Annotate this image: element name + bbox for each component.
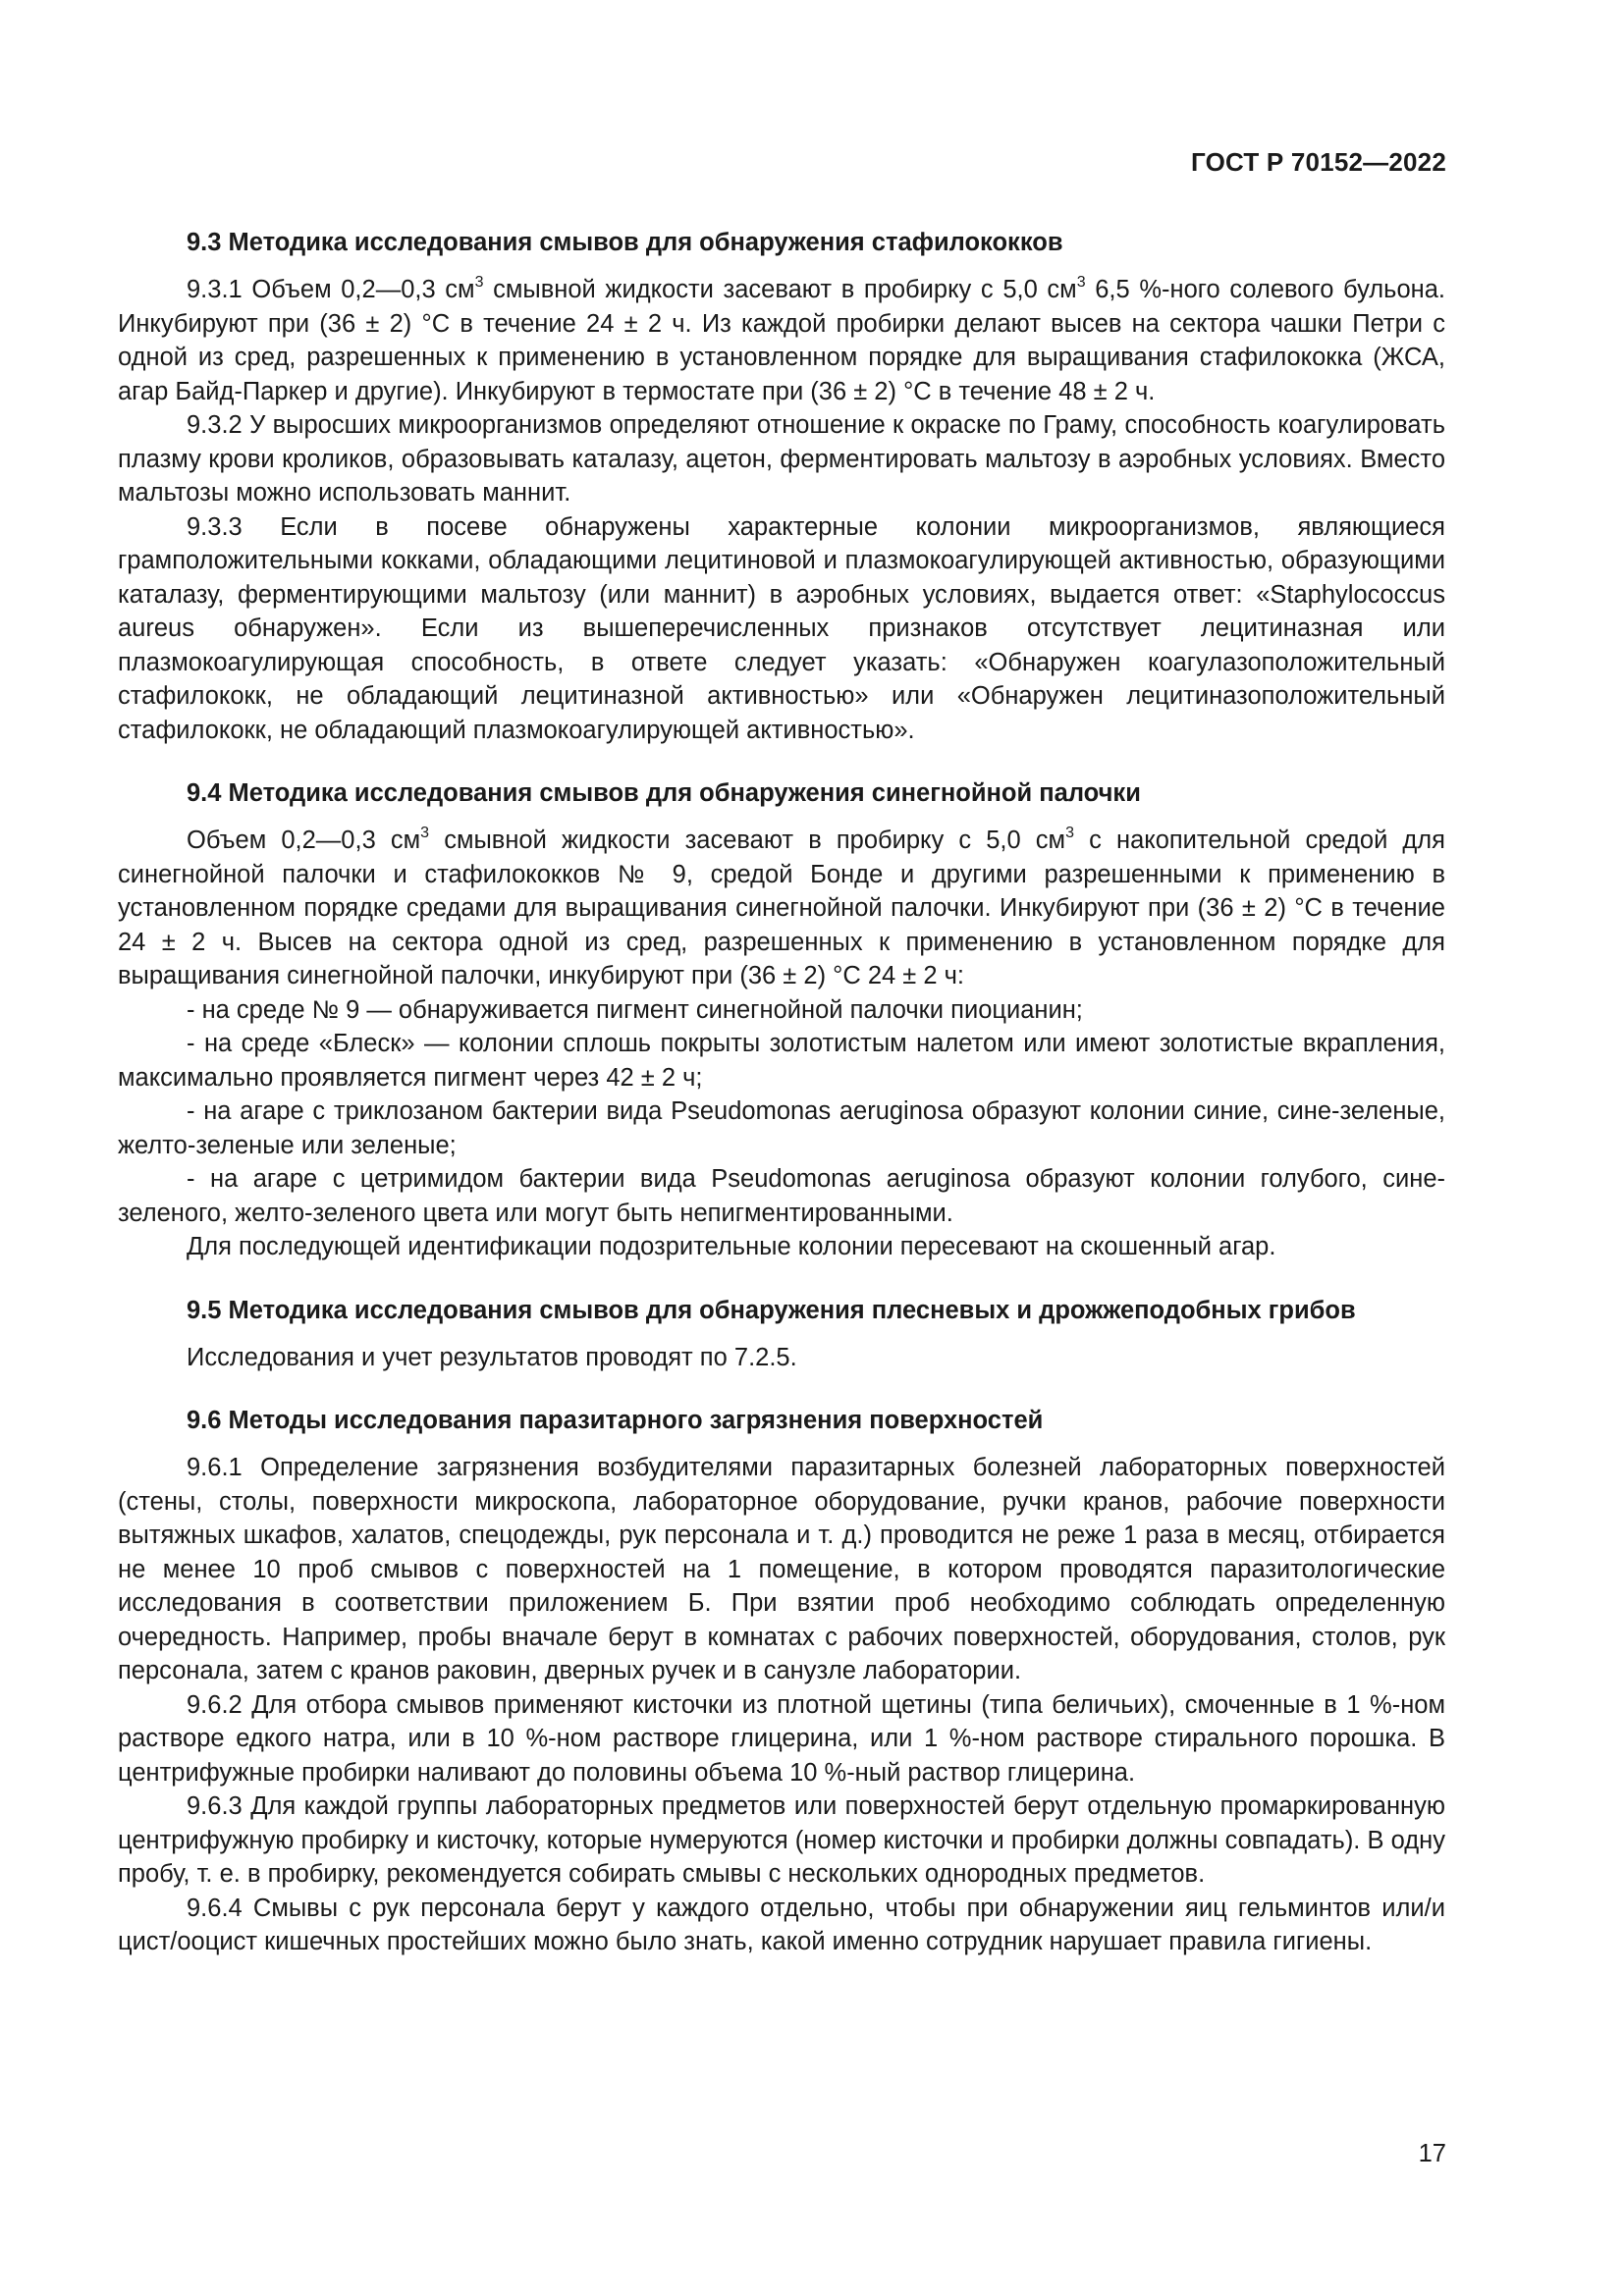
text-run: Объем 0,2—0,3 см (187, 827, 421, 854)
text-run: смывной жидкости засевают в пробирку с 5,0 см (483, 276, 1077, 303)
section-heading-9-4: 9.4 Методика исследования смывов для обнаружения синегнойной палочки (187, 779, 1141, 807)
superscript: 3 (1065, 825, 1074, 841)
list-item-medium-9: - на среде № 9 — обнаруживается пигмент синегнойной палочки пиоцианин; (187, 995, 1083, 1024)
paragraph-9-6-1: 9.6.1 Определение загрязнения возбудителями паразитарных болезней лабораторных поверхностей (стены, столы, поверхности микроскопа, лабораторное оборудование, ручки кранов, рабочие поверхности вытяжных шкафов, халатов, спецодежды, рук персонала и т. д.) проводится не реже 1 раза в месяц, отбирается не менее 10 проб смывов с поверхностей на 1 помещение, в котором проводятся паразитологические исследования в соответствии приложением Б. При взятии проб необходимо соблюдать определенную очередность. Например, пробы вначале берут в комнатах с рабочих поверхностей, оборудования, столов, рук персонала, затем с кранов раковин, дверных ручек и в санузле лаборатории. (118, 1454, 1445, 1684)
section-heading-9-6: 9.6 Методы исследования паразитарного загрязнения поверхностей (187, 1407, 1044, 1434)
section-heading-9-3: 9.3 Методика исследования смывов для обнаружения стафилококков (187, 229, 1063, 256)
paragraph-9-4-2: Для последующей идентификации подозрительные колонии пересевают на скошенный агар. (187, 1233, 1276, 1260)
paragraph-9-3-3: 9.3.3 Если в посеве обнаружены характерные колонии микроорганизмов, являющиеся грамположительными кокками, обладающими лецитиновой и плазмокоагулирующей активностью, образующими каталазу, ферментирующими мальтозу (или маннит) в аэробных условиях, выдается ответ: «Staphylococcus aureus обнаружен». Если из вышеперечисленных признаков отсутствует лецитиназная или плазмокоагулирующая способность, в ответе следует указать: «Обнаружен коагулазоположительный стафилококк, не обладающий лецитиназной активностью» или «Обнаружен лецитиназоположительный стафилококк, не обладающий плазмокоагулирующей активностью». (118, 512, 1445, 744)
page-number: 17 (1418, 2140, 1446, 2167)
text-run: с накопительной средой для синегнойной палочки и стафилококков № 9, средой Бонде и другими разрешенными к применению в установленном порядке средами для выращивания синегнойной палочки. Инкубируют при (36 ± 2) °С в течение 24 ± 2 ч. Высев на сектора одной из сред, разрешенных к применению в установленном порядке для выращивания синегнойной палочки, инкубируют при (36 ± 2) °С 24 ± 2 ч: (118, 827, 1445, 989)
paragraph-9-6-4: 9.6.4 Смывы с рук персонала берут у каждого отдельно, чтобы при обнаружении яиц гельминтов или/и цист/ооцист кишечных простейших можно было знать, какой именно сотрудник нарушает правила гигиены. (118, 1894, 1445, 1955)
paragraph-9-5-1: Исследования и учет результатов проводят по 7.2.5. (187, 1343, 797, 1371)
standard-number-header: ГОСТ Р 70152—2022 (1191, 147, 1446, 177)
paragraph-9-3-1 (118, 273, 1445, 408)
list-item-triclosan-agar: - на агаре с триклозаном бактерии вида Pseudomonas aeruginosa образуют колонии синие, сине-зеленые, желто-зеленые или зеленые; (118, 1097, 1445, 1159)
paragraph-9-4-1 (118, 824, 1445, 993)
text-run: 6,5 %-ного солевого бульона. Инкубируют при (36 ± 2) °С в течение 24 ± 2 ч. Из каждой пробирки делают высев на сектора чашки Петри с одной из сред, разрешенных к применению в установленном порядке для выращивания стафилококка (ЖСА, агар Байд-Паркер и другие). Инкубируют в термостате при (36 ± 2) °С в течение 48 ± 2 ч. (118, 276, 1445, 405)
paragraph-9-6-2: 9.6.2 Для отбора смывов применяют кисточки из плотной щетины (типа беличьих), смоченные в 1 %-ном растворе едкого натра, или в 10 %-ном растворе глицерина, или 1 %-ном растворе стирального порошка. В центрифужные пробирки наливают до половины объема 10 %-ный раствор глицерина. (118, 1690, 1445, 1787)
superscript: 3 (420, 825, 430, 841)
text-run: смывной жидкости засевают в пробирку с 5,0 см (429, 827, 1066, 854)
superscript: 3 (474, 274, 484, 291)
document-body (118, 226, 1445, 1959)
superscript: 3 (1076, 274, 1086, 291)
paragraph-9-3-2: 9.3.2 У выросших микроорганизмов определяют отношение к окраске по Граму, способность коагулировать плазму крови кроликов, образовывать каталазу, ацетон, ферментировать мальтозу в аэробных условиях. Вместо мальтозы можно использовать маннит. (118, 411, 1445, 507)
list-item-cetrimide-agar: - на агаре с цетримидом бактерии вида Pseudomonas aeruginosa образуют колонии голубого, сине-зеленого, желто-зеленого цвета или могут быть непигментированными. (118, 1165, 1445, 1227)
section-heading-9-5: 9.5 Методика исследования смывов для обнаружения плесневых и дрожжеподобных грибов (187, 1296, 1356, 1324)
list-item-medium-blesk: - на среде «Блеск» — колонии сплошь покрыты золотистым налетом или имеют золотистые вкрапления, максимально проявляется пигмент через 42 ± 2 ч; (118, 1030, 1445, 1092)
text-run: 9.3.1 Объем 0,2—0,3 см (187, 276, 475, 303)
paragraph-9-6-3: 9.6.3 Для каждой группы лабораторных предметов или поверхностей берут отдельную промаркированную центрифужную пробирку и кисточку, которые нумеруются (номер кисточки и пробирки должны совпадать). В одну пробу, т. е. в пробирку, рекомендуется собирать смывы с нескольких однородных предметов. (118, 1792, 1445, 1888)
